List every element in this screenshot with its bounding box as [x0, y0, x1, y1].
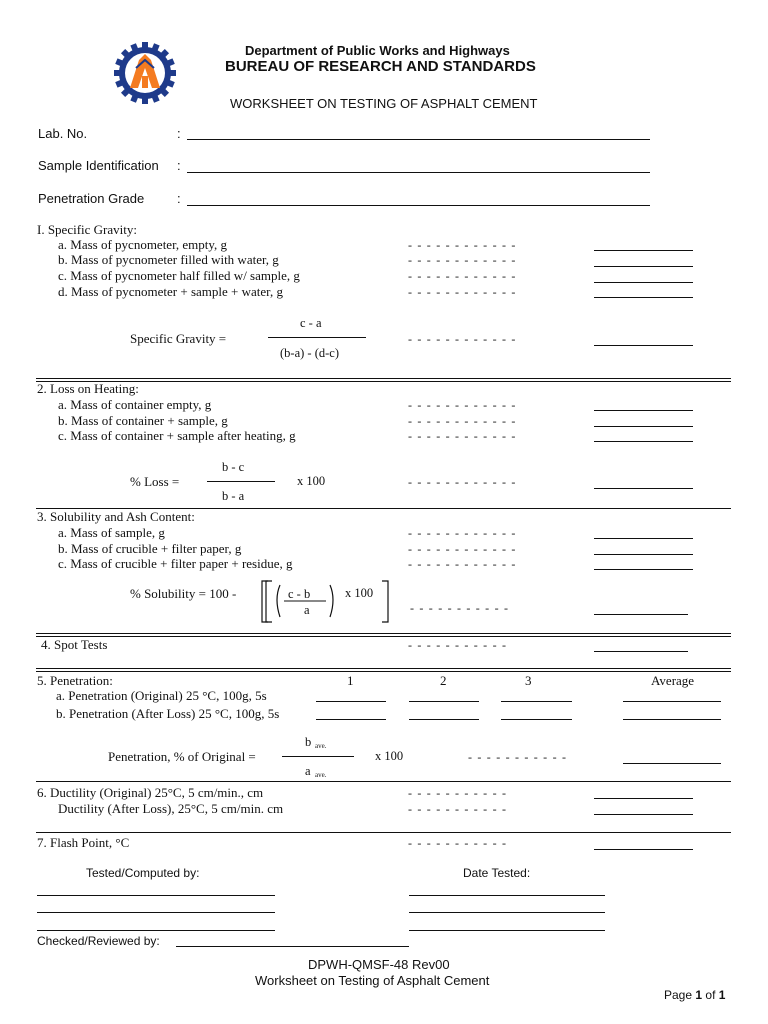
sol-dash-b: - - - - - - - - - - - -	[408, 542, 517, 556]
tested-by-label: Tested/Computed by:	[86, 866, 200, 880]
flash-heading: 7. Flash Point, °C	[37, 835, 130, 850]
sol-dash-result: - - - - - - - - - - -	[410, 601, 510, 615]
pen-result-input[interactable]	[623, 763, 721, 764]
field-pen-grade-label: Penetration Grade	[38, 191, 145, 206]
pen-numerator-sub: ave.	[315, 742, 327, 750]
sol-input-b[interactable]	[594, 554, 693, 555]
sol-formula-label: % Solubility = 100 -	[130, 586, 237, 601]
worksheet-title: WORKSHEET ON TESTING OF ASPHALT CEMENT	[230, 96, 538, 111]
sol-item-c: c. Mass of crucible + filter paper + residue, g	[58, 556, 293, 571]
field-pen-grade-input[interactable]	[187, 205, 650, 206]
pen-formula-label: Penetration, % of Original =	[108, 749, 256, 764]
pen-a-input-average[interactable]	[623, 701, 721, 702]
page-total: 1	[718, 988, 726, 1002]
pen-item-a: a. Penetration (Original) 25 °C, 100g, 5s	[56, 688, 267, 703]
section-divider	[36, 832, 731, 833]
checked-by-label: Checked/Reviewed by:	[37, 934, 160, 948]
pen-denominator: a	[305, 764, 311, 778]
sg-dash-a: - - - - - - - - - - - -	[408, 238, 517, 252]
loh-heading: 2. Loss on Heating:	[37, 381, 139, 396]
sg-item-a: a. Mass of pycnometer, empty, g	[58, 237, 228, 252]
tested-by-line[interactable]	[37, 895, 275, 896]
bureau-name: BUREAU OF RESEARCH AND STANDARDS	[225, 58, 536, 75]
loh-numerator: b - c	[222, 460, 245, 474]
pen-numerator: b	[305, 735, 312, 749]
loh-formula-label: % Loss =	[130, 474, 180, 489]
page-of: of	[705, 988, 716, 1002]
field-pen-grade-colon: :	[177, 191, 181, 206]
duct-input-original[interactable]	[594, 798, 693, 799]
sg-heading: I. Specific Gravity:	[37, 222, 137, 237]
sol-result-input[interactable]	[594, 614, 688, 615]
date-tested-line[interactable]	[409, 912, 605, 913]
loh-result-input[interactable]	[594, 488, 693, 489]
loh-item-b: b. Mass of container + sample, g	[58, 413, 228, 428]
sol-numerator: c - b	[288, 587, 311, 601]
sol-input-c[interactable]	[594, 569, 693, 570]
sol-item-b: b. Mass of crucible + filter paper, g	[58, 541, 242, 556]
duct-input-after-loss[interactable]	[594, 814, 693, 815]
sg-denominator: (b-a) - (d-c)	[280, 346, 339, 360]
sol-input-a[interactable]	[594, 538, 693, 539]
sg-item-b: b. Mass of pycnometer filled with water, g	[58, 252, 279, 267]
sg-input-c[interactable]	[594, 282, 693, 283]
field-sample-id-colon: :	[177, 158, 181, 173]
date-tested-line[interactable]	[409, 895, 605, 896]
tested-by-line[interactable]	[37, 930, 275, 931]
pen-a-input-2[interactable]	[409, 701, 479, 702]
sg-input-a[interactable]	[594, 250, 693, 251]
field-lab-no-colon: :	[177, 126, 181, 141]
sol-item-a: a. Mass of sample, g	[58, 525, 165, 540]
pen-heading: 5. Penetration:	[37, 673, 113, 688]
section-divider	[36, 781, 731, 782]
flash-dash: - - - - - - - - - - -	[408, 836, 508, 850]
department-name: Department of Public Works and Highways	[245, 43, 510, 58]
pen-b-input-1[interactable]	[316, 719, 386, 720]
field-lab-no-input[interactable]	[187, 139, 650, 140]
pen-a-input-3[interactable]	[501, 701, 572, 702]
sg-item-d: d. Mass of pycnometer + sample + water, g	[58, 284, 283, 299]
pen-b-input-3[interactable]	[501, 719, 572, 720]
page-number: 1	[695, 988, 703, 1002]
pen-times: x 100	[375, 749, 404, 763]
sg-input-d[interactable]	[594, 297, 693, 298]
spot-dash: - - - - - - - - - - -	[408, 638, 508, 652]
loh-input-b[interactable]	[594, 426, 693, 427]
tested-by-line[interactable]	[37, 912, 275, 913]
loh-fraction-bar	[207, 481, 275, 482]
section-divider	[36, 378, 731, 382]
spot-heading: 4. Spot Tests	[41, 637, 108, 652]
sol-dash-a: - - - - - - - - - - - -	[408, 526, 517, 540]
dpwh-logo	[112, 40, 178, 106]
sg-numerator: c - a	[300, 316, 322, 330]
loh-dash-result: - - - - - - - - - - - -	[408, 475, 517, 489]
pen-a-input-1[interactable]	[316, 701, 386, 702]
loh-input-c[interactable]	[594, 441, 693, 442]
sol-denominator: a	[304, 603, 310, 617]
sg-input-b[interactable]	[594, 266, 693, 267]
pen-item-b: b. Penetration (After Loss) 25 °C, 100g, 5s	[56, 706, 280, 721]
pen-b-input-2[interactable]	[409, 719, 479, 720]
field-sample-id-label: Sample Identification	[38, 158, 159, 173]
spot-result-input[interactable]	[594, 651, 688, 652]
checked-by-line[interactable]	[176, 946, 409, 947]
loh-dash-a: - - - - - - - - - - - -	[408, 398, 517, 412]
pen-dash-result: - - - - - - - - - - -	[468, 750, 568, 764]
duct-dash-after-loss: - - - - - - - - - - -	[408, 802, 508, 816]
sg-dash-result: - - - - - - - - - - - -	[408, 332, 517, 346]
duct-item-original: 6. Ductility (Original) 25°C, 5 cm/min., cm	[37, 785, 264, 800]
loh-item-c: c. Mass of container + sample after heating, g	[58, 428, 296, 443]
date-tested-line[interactable]	[409, 930, 605, 931]
pen-denominator-sub: ave.	[315, 771, 327, 779]
sg-formula-label: Specific Gravity =	[130, 331, 227, 346]
form-code: DPWH-QMSF-48 Rev00	[308, 957, 450, 972]
sg-dash-c: - - - - - - - - - - - -	[408, 269, 517, 283]
field-sample-id-input[interactable]	[187, 172, 650, 173]
pen-col-3: 3	[525, 673, 532, 688]
pen-col-1: 1	[347, 673, 354, 688]
loh-input-a[interactable]	[594, 410, 693, 411]
loh-denominator: b - a	[222, 489, 245, 503]
sg-dash-d: - - - - - - - - - - - -	[408, 285, 517, 299]
sol-heading: 3. Solubility and Ash Content:	[37, 509, 195, 524]
page-indicator	[664, 988, 725, 1002]
loh-times: x 100	[297, 474, 326, 488]
loh-dash-b: - - - - - - - - - - - -	[408, 414, 517, 428]
sg-fraction-bar	[268, 337, 366, 338]
sol-times: x 100	[345, 586, 374, 600]
date-tested-label: Date Tested:	[463, 866, 531, 880]
dpwh-seal-icon	[112, 40, 178, 106]
pen-col-2: 2	[440, 673, 447, 688]
loh-dash-c: - - - - - - - - - - - -	[408, 429, 517, 443]
loh-item-a: a. Mass of container empty, g	[58, 397, 212, 412]
section-divider	[36, 668, 731, 672]
duct-item-after-loss: Ductility (After Loss), 25°C, 5 cm/min. cm	[58, 801, 284, 816]
pen-b-input-average[interactable]	[623, 719, 721, 720]
sol-dash-c: - - - - - - - - - - - -	[408, 557, 517, 571]
sg-result-input[interactable]	[594, 345, 693, 346]
section-divider	[36, 633, 731, 637]
sg-dash-b: - - - - - - - - - - - -	[408, 253, 517, 267]
sg-item-c: c. Mass of pycnometer half filled w/ sample, g	[58, 268, 300, 283]
field-lab-no-label: Lab. No.	[38, 126, 88, 141]
pen-col-average: Average	[651, 673, 695, 688]
page-prefix: Page	[664, 988, 693, 1002]
flash-result-input[interactable]	[594, 849, 693, 850]
form-title: Worksheet on Testing of Asphalt Cement	[255, 973, 490, 988]
duct-dash-original: - - - - - - - - - - -	[408, 786, 508, 800]
pen-fraction-bar	[282, 756, 354, 757]
